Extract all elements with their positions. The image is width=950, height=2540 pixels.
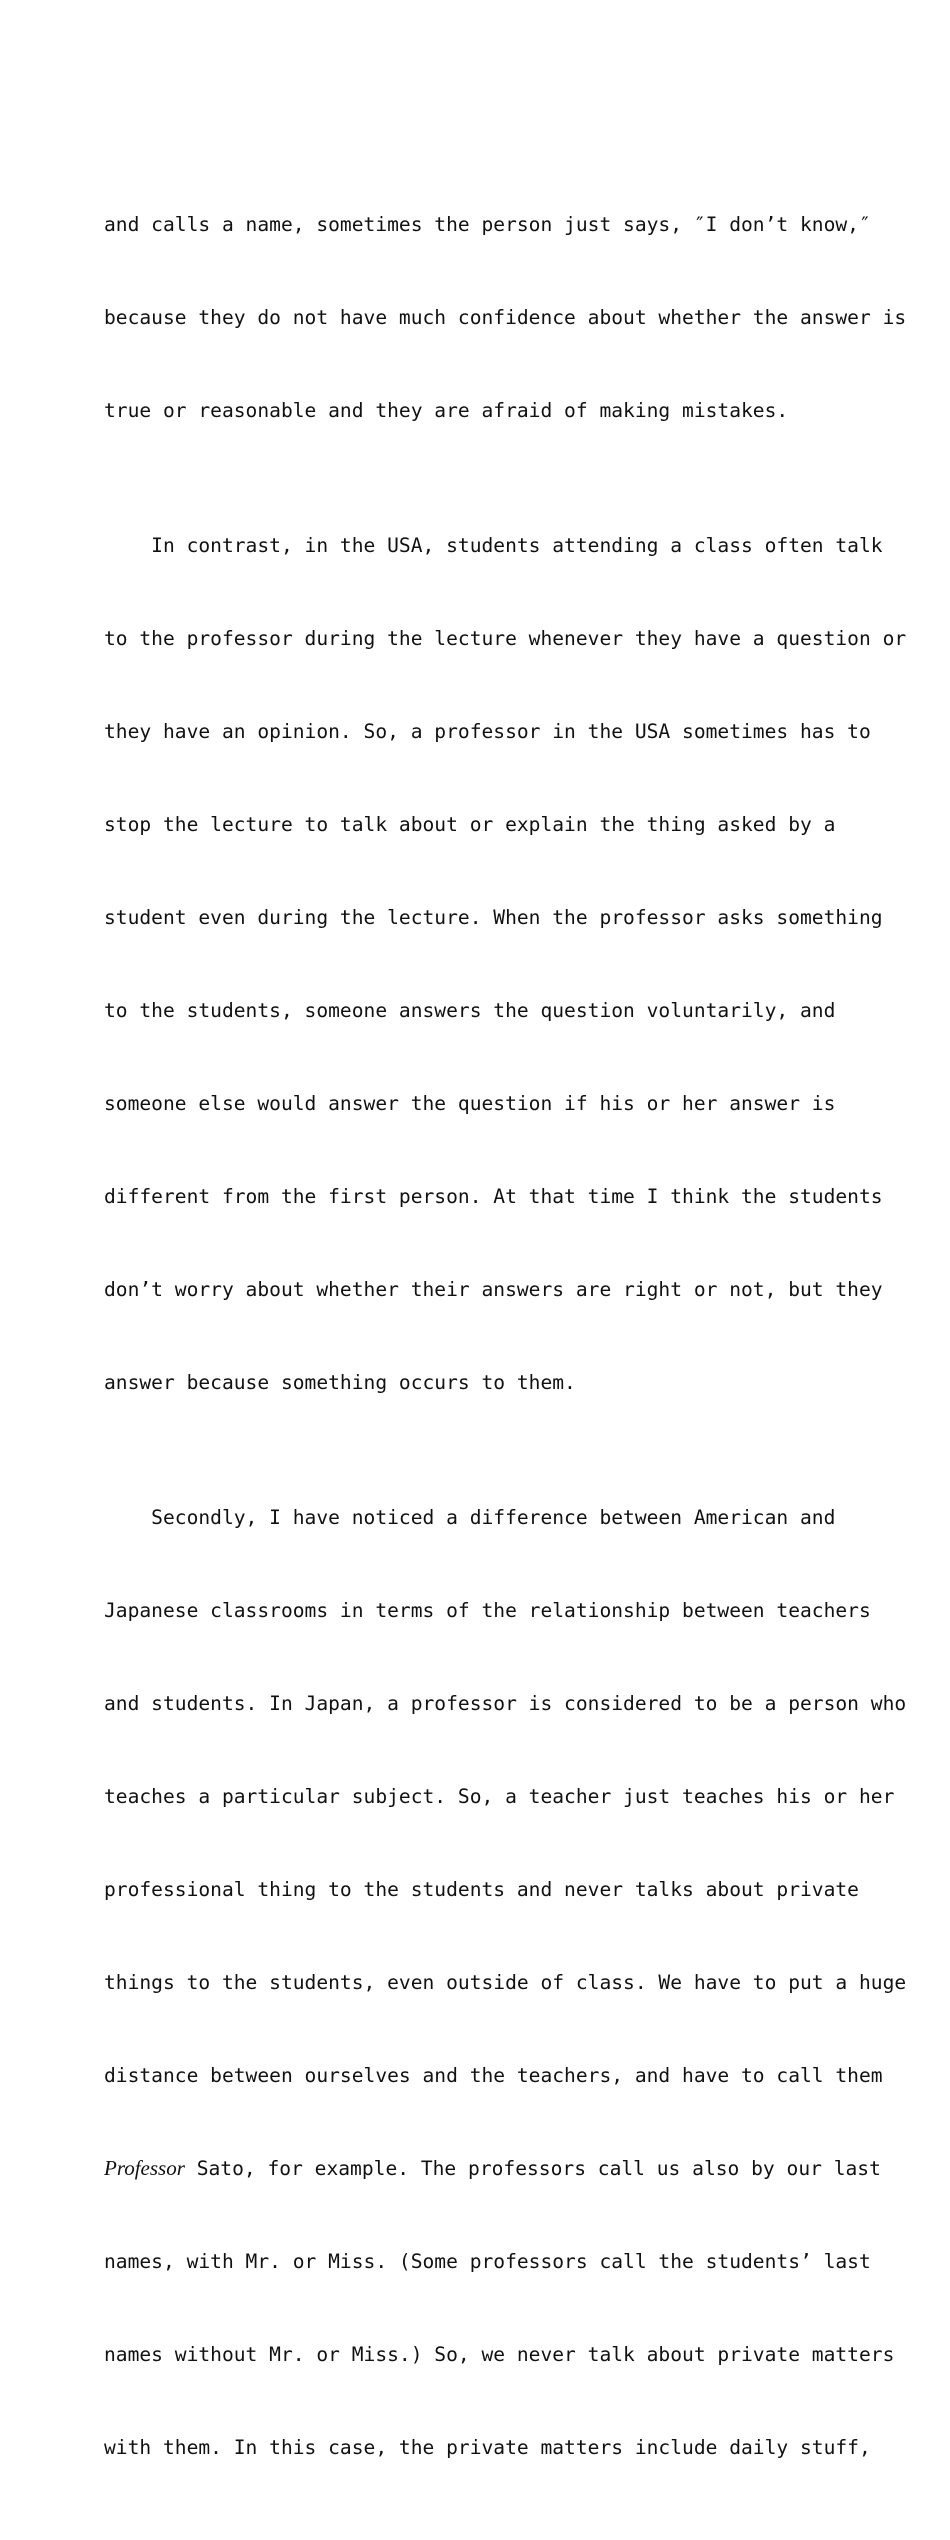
text-line: to the professor during the lecture whenever they have a question or xyxy=(104,627,907,650)
text-line-with-italic xyxy=(104,2145,881,2192)
text-line: they have an opinion. So, a professor in the USA sometimes has to xyxy=(104,720,871,743)
text-fragment: Sato, for example. The professors call us also by our last xyxy=(184,2157,881,2180)
text-line: teaches a particular subject. So, a teacher just teaches his or her xyxy=(104,1785,895,1808)
text-line: professional thing to the students and never talks about private xyxy=(104,1878,859,1901)
body-text xyxy=(104,109,907,2540)
text-line: different from the first person. At that time I think the students xyxy=(104,1185,883,1208)
text-line: answer because something occurs to them. xyxy=(104,1371,576,1394)
text-line: Japanese classrooms in terms of the relationship between teachers xyxy=(104,1599,871,1622)
text-line: with them. In this case, the private matters include daily stuff, xyxy=(104,2436,871,2459)
text-line: someone else would answer the question if his or her answer is xyxy=(104,1092,836,1115)
paragraph-first-line: In contrast, in the USA, students attending a class often talk xyxy=(104,534,883,557)
paragraph-first-line: Secondly, I have noticed a difference between American and xyxy=(104,1506,836,1529)
text-line: true or reasonable and they are afraid of making mistakes. xyxy=(104,399,789,422)
text-line: names, with Mr. or Miss. (Some professors call the students’ last xyxy=(104,2250,871,2273)
text-line: and calls a name, sometimes the person just says, ″I don’t know,″ xyxy=(104,213,871,236)
text-line: names without Mr. or Miss.) So, we never talk about private matters xyxy=(104,2343,895,2366)
text-line: don’t worry about whether their answers are right or not, but they xyxy=(104,1278,883,1301)
text-line: to the students, someone answers the question voluntarily, and xyxy=(104,999,836,1022)
text-line: things to the students, even outside of class. We have to put a huge xyxy=(104,1971,907,1994)
text-line: student even during the lecture. When the professor asks something xyxy=(104,906,883,929)
text-line: and students. In Japan, a professor is considered to be a person who xyxy=(104,1692,907,1715)
italic-term: Professor xyxy=(104,2156,185,2180)
text-line: because they do not have much confidence about whether the answer is xyxy=(104,306,907,329)
text-line: stop the lecture to talk about or explain the thing asked by a xyxy=(104,813,836,836)
text-line: distance between ourselves and the teachers, and have to call them xyxy=(104,2064,883,2087)
